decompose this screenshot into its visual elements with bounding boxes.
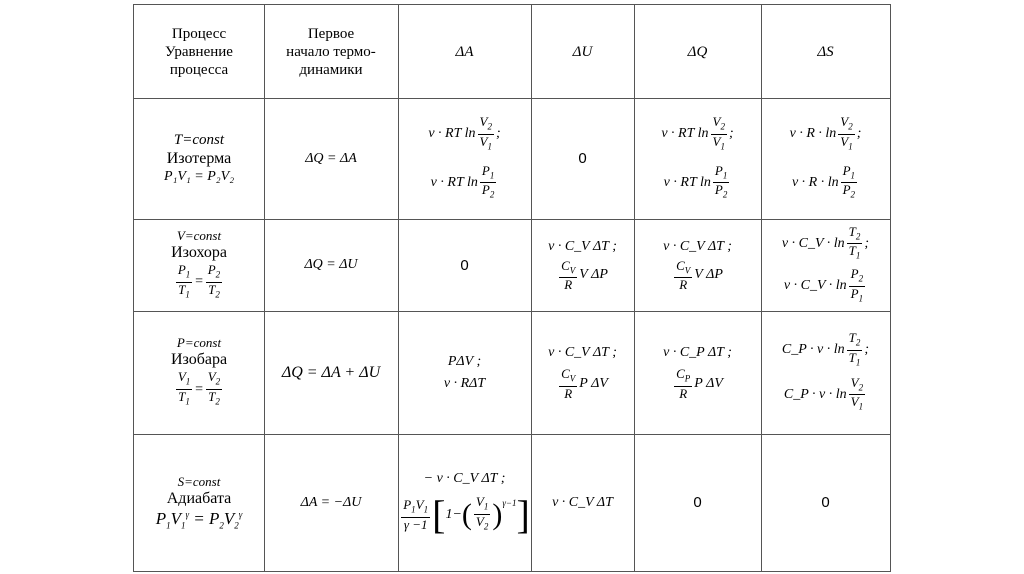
row-isochore-dS: [761, 219, 890, 311]
first-law-formula: ΔQ = ΔU: [304, 257, 358, 272]
fraction: $\frac{P_1}{P_2}$: [842, 162, 856, 200]
formula-text: P ΔV: [579, 375, 608, 391]
row-adiabat-dA: [398, 434, 531, 571]
formula-text: PΔV ;: [447, 353, 482, 369]
fraction: $\frac{V_2}{V_1}$: [479, 114, 492, 152]
formula: [431, 164, 499, 202]
formula: ν · R · ln $\frac{V_2}{V_1}$ ;: [789, 114, 862, 152]
formula: $\frac{C_P}{R}$ P ΔV: [676, 366, 723, 401]
formula-text: ν · C_V ΔT ;: [663, 238, 732, 254]
process-condition: P=const: [176, 335, 222, 351]
header-dU: [531, 5, 634, 98]
row-isotherm-first-law: [264, 98, 398, 219]
row-isotherm-dQ: [634, 98, 761, 219]
header-dA-label: ΔA: [455, 43, 474, 60]
row-isochore-dQ: [634, 219, 761, 311]
header-first-law-line: начало термо-: [286, 43, 376, 60]
first-law-formula: ΔQ = ΔA + ΔU: [281, 363, 381, 381]
row-isotherm-dS: [761, 98, 890, 219]
row-isotherm-dA: [398, 98, 531, 219]
row-isochore-dA: [398, 219, 531, 311]
process-condition: T=const: [173, 132, 225, 148]
formula: ν · C_V · ln $\frac{T_2}{T_1}$ ;: [781, 223, 870, 261]
row-isochore-process: [134, 219, 264, 311]
header-dQ-label: ΔQ: [687, 43, 708, 60]
formula-text: ν · RT ln: [663, 174, 711, 190]
formula-text: ν · C_P ΔT ;: [663, 345, 732, 361]
header-process: [134, 5, 264, 98]
formula-text: ν · RT ln: [428, 126, 476, 142]
formula: ν · RT ln $\frac{V_2}{V_1}$ ;: [428, 114, 501, 152]
formula-text: − ν · C_V ΔT ;: [423, 470, 506, 486]
header-dS: [761, 5, 890, 98]
formula: $\frac{C_V}{R}$ V ΔP: [676, 257, 723, 293]
formula-text: C_P · ν · ln: [781, 342, 845, 358]
row-isochore-dU: [531, 219, 634, 311]
fraction: $\frac{V_2}{V_1}$: [840, 114, 853, 152]
process-equation: P₁V₁ = P₂V₂: [163, 169, 235, 184]
process-name: Изотерма: [166, 150, 232, 167]
header-process-line: Уравнение: [165, 43, 233, 60]
row-adiabat-dS: [761, 434, 890, 571]
formula: ν · C_V · ln $\frac{P_2}{P_1}$: [783, 266, 864, 304]
header-process-line: процесса: [169, 61, 229, 78]
formula-text: ν · RT ln: [430, 174, 478, 190]
row-adiabat-process: [134, 434, 264, 571]
process-equation: $\frac{P_1}{T_1}$ = $\frac{P_2}{T_2}$: [177, 261, 221, 300]
row-isobar-first-law: [264, 311, 398, 434]
formula: [664, 164, 732, 202]
fraction: $\frac{P_1}{P_2}$: [481, 162, 495, 200]
thermodynamics-table: [133, 4, 891, 572]
formula-text: ν · C_V ΔT: [552, 494, 613, 510]
row-isobar-dQ: [634, 311, 761, 434]
row-adiabat-dU: [531, 434, 634, 571]
header-first-law-line: Первое: [307, 25, 355, 42]
process-equation: $\frac{V_1}{T_1}$ = $\frac{V_2}{T_2}$: [177, 369, 221, 407]
row-adiabat-first-law: [264, 434, 398, 571]
header-process-line: Процесс: [171, 25, 227, 42]
formula: C_P · ν · ln $\frac{T_2}{T_1}$ ;: [781, 330, 870, 368]
formula-text: ν · RT ln: [661, 126, 709, 142]
fraction: $\frac{V_2}{V_1}$: [712, 114, 725, 152]
process-condition: S=const: [177, 473, 221, 489]
header-dA: [398, 5, 531, 98]
row-isobar-dS: [761, 311, 890, 434]
process-equation: $P_1V_1^\gamma = P_2V_2^\gamma$: [155, 508, 243, 531]
header-dU-label: ΔU: [572, 43, 593, 60]
row-isochore-first-law: [264, 219, 398, 311]
process-condition: V=const: [176, 227, 222, 243]
header-dS-label: ΔS: [817, 43, 834, 60]
process-name: Адиабата: [166, 489, 232, 507]
value-zero: 0: [460, 256, 469, 274]
header-first-law: [264, 5, 398, 98]
first-law-formula: ΔQ = ΔA: [305, 150, 357, 166]
formula: ν · RT ln $\frac{V_2}{V_1}$ ;: [661, 114, 734, 152]
value-zero: 0: [693, 494, 702, 511]
formula: C_P · ν · ln $\frac{V_2}{V_1}$: [783, 374, 864, 412]
process-name: Изохора: [171, 243, 227, 261]
row-isobar-dA: [398, 311, 531, 434]
formula-text: ν · C_V ΔT ;: [548, 238, 617, 254]
row-isobar-dU: [531, 311, 634, 434]
formula: $\frac{P_1V_1}{\gamma -1}$ [ 1− ( $\frac{V_1}{V_2}$ ) $^{\gamma-1}$ ]: [403, 491, 530, 537]
formula-text: C_P · ν · ln: [783, 386, 847, 402]
formula-text: V ΔP: [579, 267, 608, 282]
value-zero: 0: [578, 150, 587, 167]
header-first-law-line: динамики: [299, 61, 363, 78]
formula: [792, 164, 859, 202]
formula-text: ν · C_V ΔT ;: [548, 345, 617, 361]
formula-text: ν · C_V · ln: [781, 235, 845, 251]
first-law-formula: ΔA = −ΔU: [300, 494, 362, 510]
row-isobar-process: [134, 311, 264, 434]
formula-text: V ΔP: [694, 267, 723, 282]
row-isotherm-process: [134, 98, 264, 219]
value-zero: 0: [821, 494, 830, 511]
process-name: Изобара: [170, 351, 228, 369]
row-isotherm-dU: [531, 98, 634, 219]
formula: $\frac{C_V}{R}$ V ΔP: [561, 257, 608, 293]
formula-text: P ΔV: [694, 375, 723, 391]
formula-text: ν · RΔT: [443, 375, 486, 391]
formula-text: ν · C_V · ln: [783, 278, 847, 294]
header-dQ: [634, 5, 761, 98]
formula: $\frac{C_V}{R}$ P ΔV: [561, 366, 608, 401]
row-adiabat-dQ: [634, 434, 761, 571]
fraction: $\frac{P_1}{P_2}$: [714, 162, 728, 200]
formula-text: ν · R · ln: [791, 174, 839, 190]
formula-text: ν · R · ln: [789, 126, 837, 142]
